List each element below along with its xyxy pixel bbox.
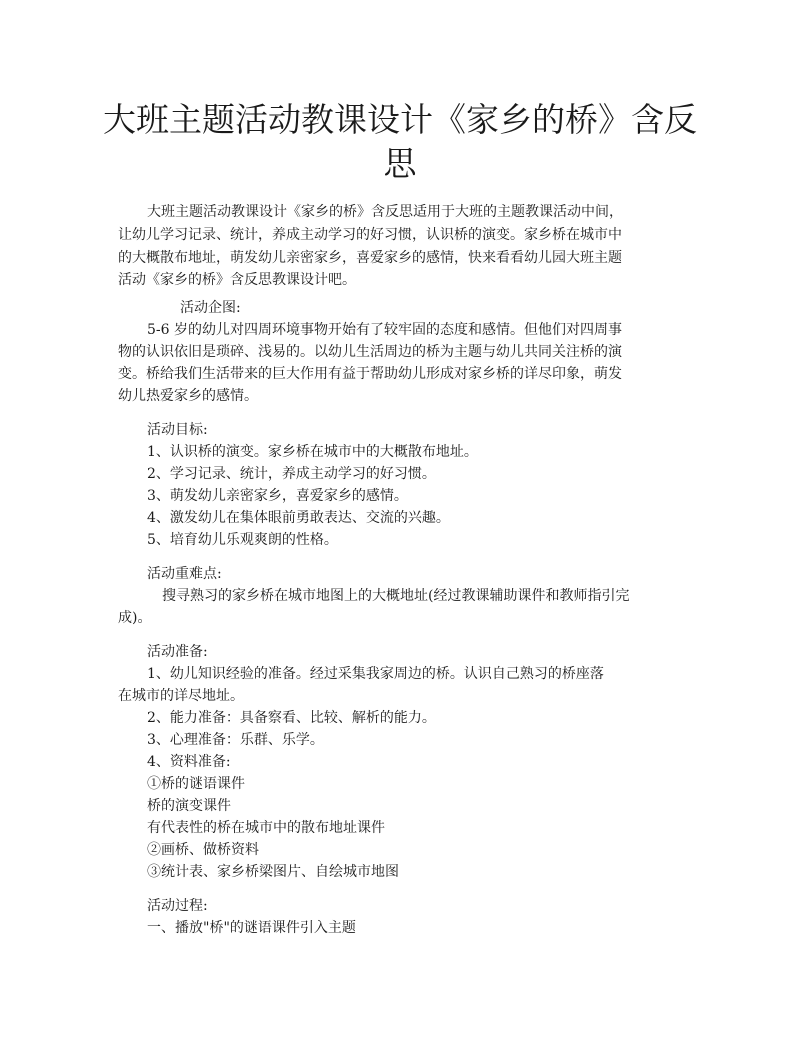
- prep-line-9: ②画桥、做桥资料: [147, 842, 259, 858]
- intent-heading: 活动企图:: [180, 300, 241, 316]
- goals-heading: 活动目标:: [147, 422, 208, 438]
- intent-line-1: 5-6 岁的幼儿对四周环境事物开始有了较牢固的态度和感情。但他们对四周事: [147, 322, 622, 338]
- prep-line-7: 桥的演变课件: [147, 798, 231, 814]
- prep-line-10: ③统计表、家乡桥梁图片、自绘城市地图: [147, 864, 399, 880]
- goal-item-3: 3、萌发幼儿亲密家乡，喜爱家乡的感情。: [147, 488, 408, 504]
- key-line-2: 成)。: [118, 610, 152, 626]
- intent-line-3: 变。桥给我们生活带来的巨大作用有益于帮助幼儿形成对家乡桥的详尽印象，萌发: [118, 366, 622, 382]
- prep-line-5: 4、资料准备:: [147, 754, 231, 770]
- goal-item-4: 4、激发幼儿在集体眼前勇敢表达、交流的兴趣。: [147, 510, 450, 526]
- prep-line-1: 1、幼儿知识经验的准备。经过采集我家周边的桥。认识自己熟习的桥座落: [147, 666, 604, 682]
- intro-line-2: 让幼儿学习记录、统计，养成主动学习的好习惯，认识桥的演变。家乡桥在城市中: [118, 227, 622, 243]
- intro-line-1: 大班主题活动教课设计《家乡的桥》含反思适用于大班的主题教课活动中间，: [147, 204, 623, 220]
- process-line-1: 一、播放"桥"的谜语课件引入主题: [147, 920, 356, 936]
- key-line-1: 搜寻熟习的家乡桥在城市地图上的大概地址(经过教课辅助课件和教师指引完: [162, 588, 630, 604]
- prep-line-2: 在城市的详尽地址。: [118, 688, 244, 704]
- process-heading: 活动过程:: [147, 898, 208, 914]
- intro-line-4: 活动《家乡的桥》含反思教课设计吧。: [118, 272, 356, 288]
- intro-line-3: 的大概散布地址，萌发幼儿亲密家乡，喜爱家乡的感情，快来看看幼儿园大班主题: [118, 250, 622, 266]
- key-heading: 活动重难点:: [147, 566, 222, 582]
- prep-heading: 活动准备:: [147, 644, 208, 660]
- prep-line-4: 3、心理准备：乐群、乐学。: [147, 732, 324, 748]
- intent-line-2: 物的认识依旧是琐碎、浅易的。以幼儿生活周边的桥为主题与幼儿共同关注桥的演: [118, 344, 622, 360]
- prep-line-8: 有代表性的桥在城市中的散布地址课件: [147, 820, 385, 836]
- goal-item-5: 5、培育幼儿乐观爽朗的性格。: [147, 532, 338, 548]
- prep-line-6: ①桥的谜语课件: [147, 776, 245, 792]
- goal-item-2: 2、学习记录、统计，养成主动学习的好习惯。: [147, 466, 436, 482]
- title-line-1: 大班主题活动教课设计《家乡的桥》含反: [103, 100, 697, 139]
- prep-line-3: 2、能力准备：具备察看、比较、解析的能力。: [147, 710, 436, 726]
- goal-item-1: 1、认识桥的演变。家乡桥在城市中的大概散布地址。: [147, 444, 478, 460]
- intent-line-4: 幼儿热爱家乡的感情。: [118, 388, 258, 404]
- title-line-2: 思: [383, 144, 417, 183]
